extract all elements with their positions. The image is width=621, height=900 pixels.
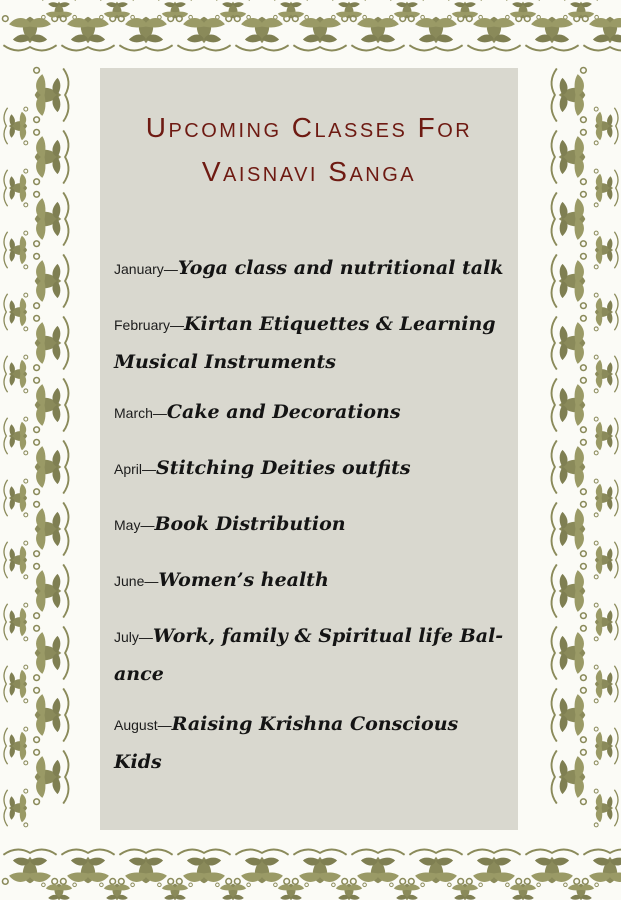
class-item-june xyxy=(114,562,508,600)
class-topic: Cake and Decorations xyxy=(166,401,401,423)
class-topic: Stitching Deities outfits xyxy=(156,457,411,479)
page-title xyxy=(100,106,518,194)
title-line-2: Vaisnavi Sanga xyxy=(201,156,417,187)
title-line-1: Upcoming Classes For xyxy=(145,112,473,143)
separator: — xyxy=(170,317,185,333)
class-topic: Women’s health xyxy=(158,569,329,591)
class-item-january xyxy=(114,250,508,288)
class-topic: Raising Krishna Conscious Kids xyxy=(114,713,459,773)
separator: — xyxy=(152,405,167,421)
month-label: May xyxy=(114,517,141,533)
separator: — xyxy=(163,261,178,277)
class-topic: Book Distribution xyxy=(154,513,346,535)
month-label: July xyxy=(114,629,139,645)
class-item-july xyxy=(114,618,508,694)
class-item-august xyxy=(114,706,508,782)
class-topic: Yoga class and nutritional talk xyxy=(177,257,504,279)
class-topic: Work, family & Spiritual life Bal-ance xyxy=(114,625,504,685)
month-label: January xyxy=(114,261,164,277)
month-label: March xyxy=(114,405,153,421)
separator: — xyxy=(142,461,157,477)
class-item-may xyxy=(114,506,508,544)
separator: — xyxy=(138,629,153,645)
class-topic: Kirtan Etiquettes & Learning Musical Instruments xyxy=(114,313,496,373)
separator: — xyxy=(140,517,155,533)
class-list xyxy=(114,250,508,800)
month-label: February xyxy=(114,317,171,333)
month-label: August xyxy=(114,717,158,733)
separator: — xyxy=(157,717,172,733)
month-label: June xyxy=(114,573,145,589)
class-item-april xyxy=(114,450,508,488)
class-item-february xyxy=(114,306,508,382)
class-item-march xyxy=(114,394,508,432)
class-schedule-panel xyxy=(100,68,518,830)
month-label: April xyxy=(114,461,143,477)
separator: — xyxy=(144,573,159,589)
